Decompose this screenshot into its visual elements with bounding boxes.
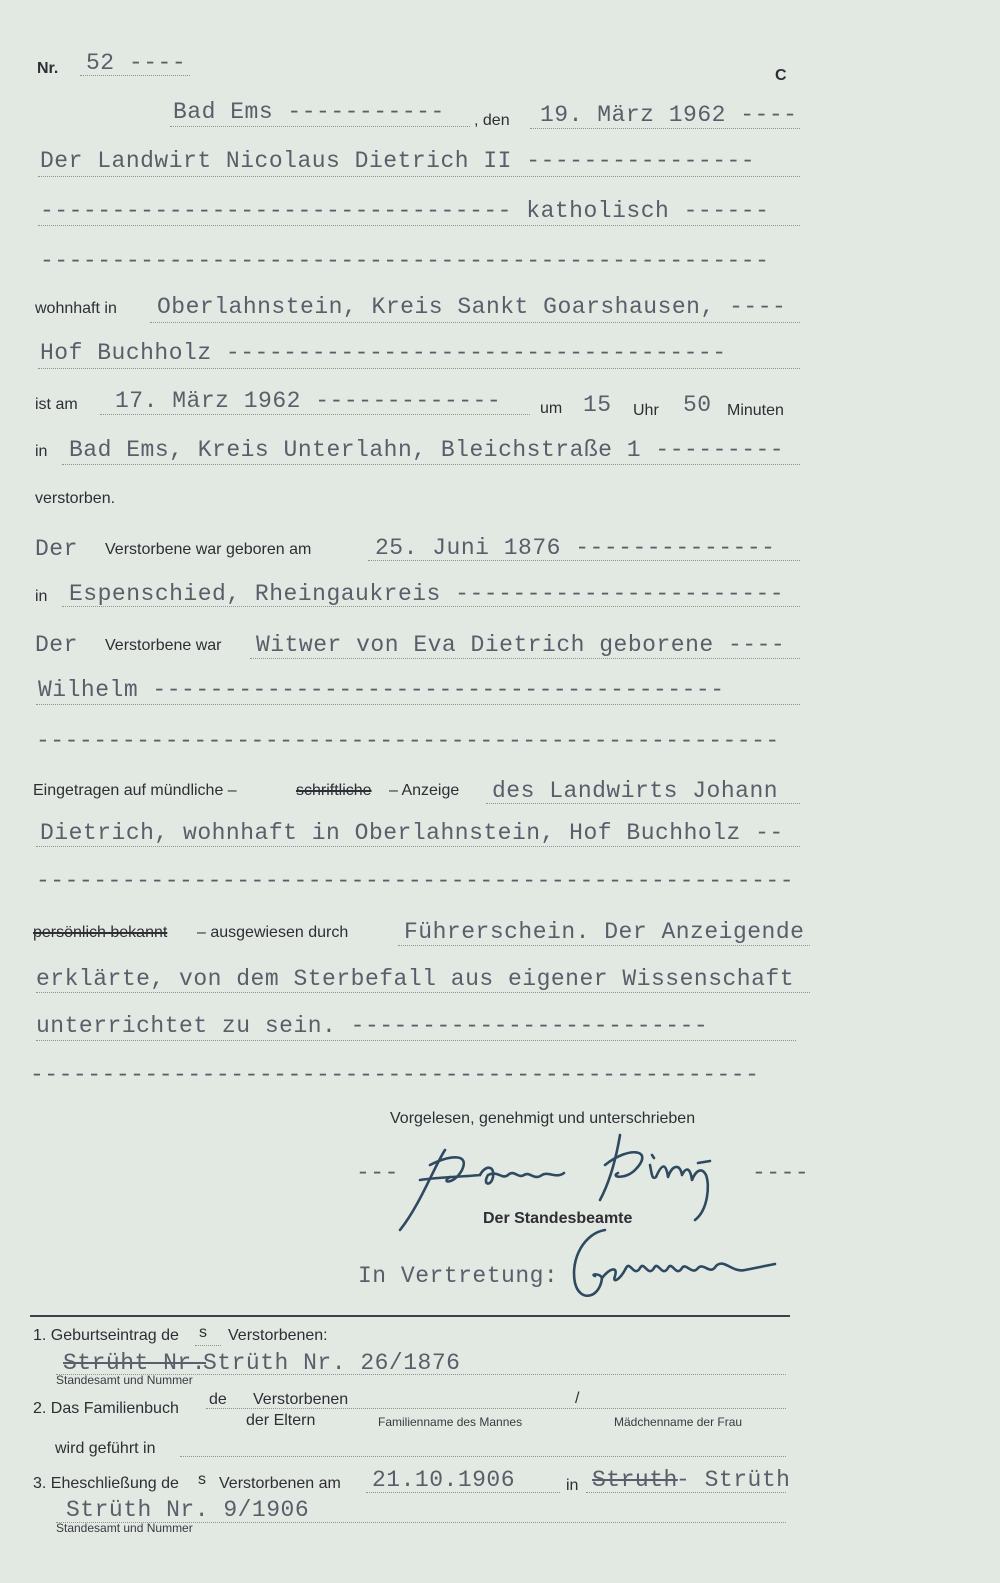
- footer-item-3-place: - Strüth: [676, 1467, 791, 1493]
- deceased-line-3: ---------------------------------------------------: [40, 248, 770, 274]
- nr-rule: [80, 75, 190, 76]
- rule-informant-2: [36, 846, 800, 847]
- standesamt-label-1: Standesamt und Nummer: [56, 1373, 193, 1387]
- id-document: Führerschein. Der Anzeigende: [404, 919, 805, 945]
- verstorben-label: verstorben.: [35, 490, 116, 507]
- birth-place: Espenschied, Rheingaukreis -----------------------: [69, 581, 785, 607]
- footer-item-2-label: 2. Das Familienbuch: [33, 1400, 179, 1417]
- der-typed-2: Der: [35, 632, 78, 658]
- statement-3: unterrichtet zu sein. -------------------------: [36, 1013, 709, 1039]
- footer-item-2-mann: Familienname des Mannes: [378, 1415, 523, 1429]
- ausgewiesen-label: – ausgewiesen durch: [197, 924, 349, 941]
- informant-1: des Landwirts Johann: [492, 778, 779, 804]
- rule-item-3-place: [586, 1492, 786, 1493]
- nr-label: Nr.: [37, 60, 59, 77]
- deceased-line-1: Der Landwirt Nicolaus Dietrich II ----------------: [40, 148, 756, 174]
- um-label: um: [540, 400, 563, 417]
- anzeige-label: – Anzeige: [389, 782, 460, 799]
- rule-residence-2: [38, 368, 800, 369]
- footer-item-3-date: 21.10.1906: [372, 1467, 516, 1493]
- death-hour: 15: [583, 392, 612, 418]
- deceased-line-2: --------------------------------- katholisch ------: [40, 198, 770, 224]
- rule-place: [170, 126, 470, 127]
- footer-item-1-value: Strüth Nr. 26/1876: [203, 1350, 461, 1376]
- rule-item-1-fill: [195, 1345, 221, 1346]
- vertretung-label: In Vertretung:: [358, 1263, 559, 1289]
- wohnhaft-label: wohnhaft in: [35, 300, 117, 317]
- standesbeamte-label: Der Standesbeamte: [483, 1210, 633, 1227]
- nr-value: 52 ----: [86, 50, 187, 76]
- rule-marital: [250, 658, 800, 659]
- vorgelesen-text: Vorgelesen, genehmigt und unterschrieben: [390, 1110, 696, 1127]
- footer-divider: [30, 1315, 790, 1317]
- eingetragen-label: Eingetragen auf mündliche –: [33, 782, 237, 799]
- footer-item-2-de: de: [209, 1391, 227, 1408]
- footer-item-2-slash: /: [575, 1390, 580, 1407]
- marital-status: Witwer von Eva Dietrich geborene ----: [256, 632, 786, 658]
- footer-item-3-in: in: [566, 1477, 579, 1494]
- minuten-label: Minuten: [727, 402, 784, 419]
- signer-dashes-right: ----: [752, 1160, 810, 1186]
- rule-informant-1: [486, 803, 800, 804]
- dash-line-2: -----------------------------------------------------: [36, 868, 795, 894]
- rule-death-place: [62, 464, 800, 465]
- den-label: , den: [474, 112, 510, 129]
- footer-item-3-struck: Struth: [592, 1467, 678, 1493]
- footer-item-1-label: 1. Geburtseintrag de: [33, 1327, 179, 1344]
- footer-item-2-gefuehrt: wird geführt in: [55, 1440, 156, 1457]
- footer-item-1-fill: s: [199, 1324, 207, 1341]
- death-minutes: 50: [683, 392, 712, 418]
- ist-am-label: ist am: [35, 396, 78, 413]
- footer-item-3-fill: s: [198, 1471, 206, 1488]
- rule-line-1: [38, 176, 800, 177]
- footer-item-2-frau: Mädchenname der Frau: [614, 1415, 743, 1429]
- statement-2: erklärte, von dem Sterbefall aus eigener Wissenschaft: [36, 966, 795, 992]
- rule-item-2: [206, 1408, 786, 1409]
- footer-item-2-verstorbenen: Verstorbenen: [253, 1391, 349, 1408]
- rule-statement-3: [36, 1040, 796, 1041]
- geboren-label: Verstorbene war geboren am: [105, 541, 312, 558]
- death-place: Bad Ems, Kreis Unterlahn, Bleichstraße 1 ---------: [69, 437, 785, 463]
- informant-2: Dietrich, wohnhaft in Oberlahnstein, Hof Buchholz --: [40, 820, 784, 846]
- residence-2: Hof Buchholz -----------------------------------: [40, 340, 727, 366]
- birth-date: 25. Juni 1876 --------------: [375, 535, 776, 561]
- war-label: Verstorbene war: [105, 637, 222, 654]
- dash-line-3: ---------------------------------------------------: [30, 1062, 760, 1088]
- register-date: 19. März 1962 ----: [540, 102, 798, 128]
- uhr-label: Uhr: [633, 402, 659, 419]
- footer-item-3-value: Strüth Nr. 9/1906: [66, 1497, 310, 1523]
- residence: Oberlahnstein, Kreis Sankt Goarshausen, ----: [157, 294, 787, 320]
- footer-item-1-struck: Strüht Nr.: [63, 1350, 207, 1376]
- in-label-2: in: [35, 588, 48, 605]
- death-date: 17. März 1962 -------------: [115, 388, 502, 414]
- rule-birth-date: [368, 560, 800, 561]
- marital-status-2: Wilhelm ----------------------------------------: [38, 677, 725, 703]
- registrar-signature: [560, 1218, 790, 1308]
- in-label: in: [35, 443, 48, 460]
- rule-birth-place: [62, 606, 800, 607]
- standesamt-label-2: Standesamt und Nummer: [56, 1521, 193, 1535]
- rule-date: [530, 128, 800, 129]
- rule-line-2: [38, 225, 800, 226]
- register-letter: C: [775, 67, 787, 84]
- footer-item-3-label-2: Verstorbenen am: [219, 1475, 341, 1492]
- register-place: Bad Ems -----------: [173, 99, 445, 125]
- der-typed: Der: [35, 536, 78, 562]
- rule-statement-2: [36, 992, 810, 993]
- rule-marital-2: [36, 704, 800, 705]
- schriftliche-struck: schriftliche: [296, 782, 372, 799]
- persoenlich-struck: persönlich bekannt: [33, 924, 168, 941]
- rule-residence: [150, 322, 800, 323]
- footer-item-3-label: 3. Eheschließung de: [33, 1475, 179, 1492]
- footer-item-2-eltern: der Eltern: [246, 1412, 316, 1429]
- rule-id: [398, 945, 810, 946]
- rule-item-3-date: [366, 1492, 560, 1493]
- dash-line-1: ----------------------------------------------------: [36, 728, 780, 754]
- rule-item-2-gefuehrt: [180, 1456, 786, 1457]
- footer-item-1-label-2: Verstorbenen:: [228, 1327, 328, 1344]
- rule-death-date: [100, 414, 530, 415]
- signer-dashes-left: ---: [356, 1160, 399, 1186]
